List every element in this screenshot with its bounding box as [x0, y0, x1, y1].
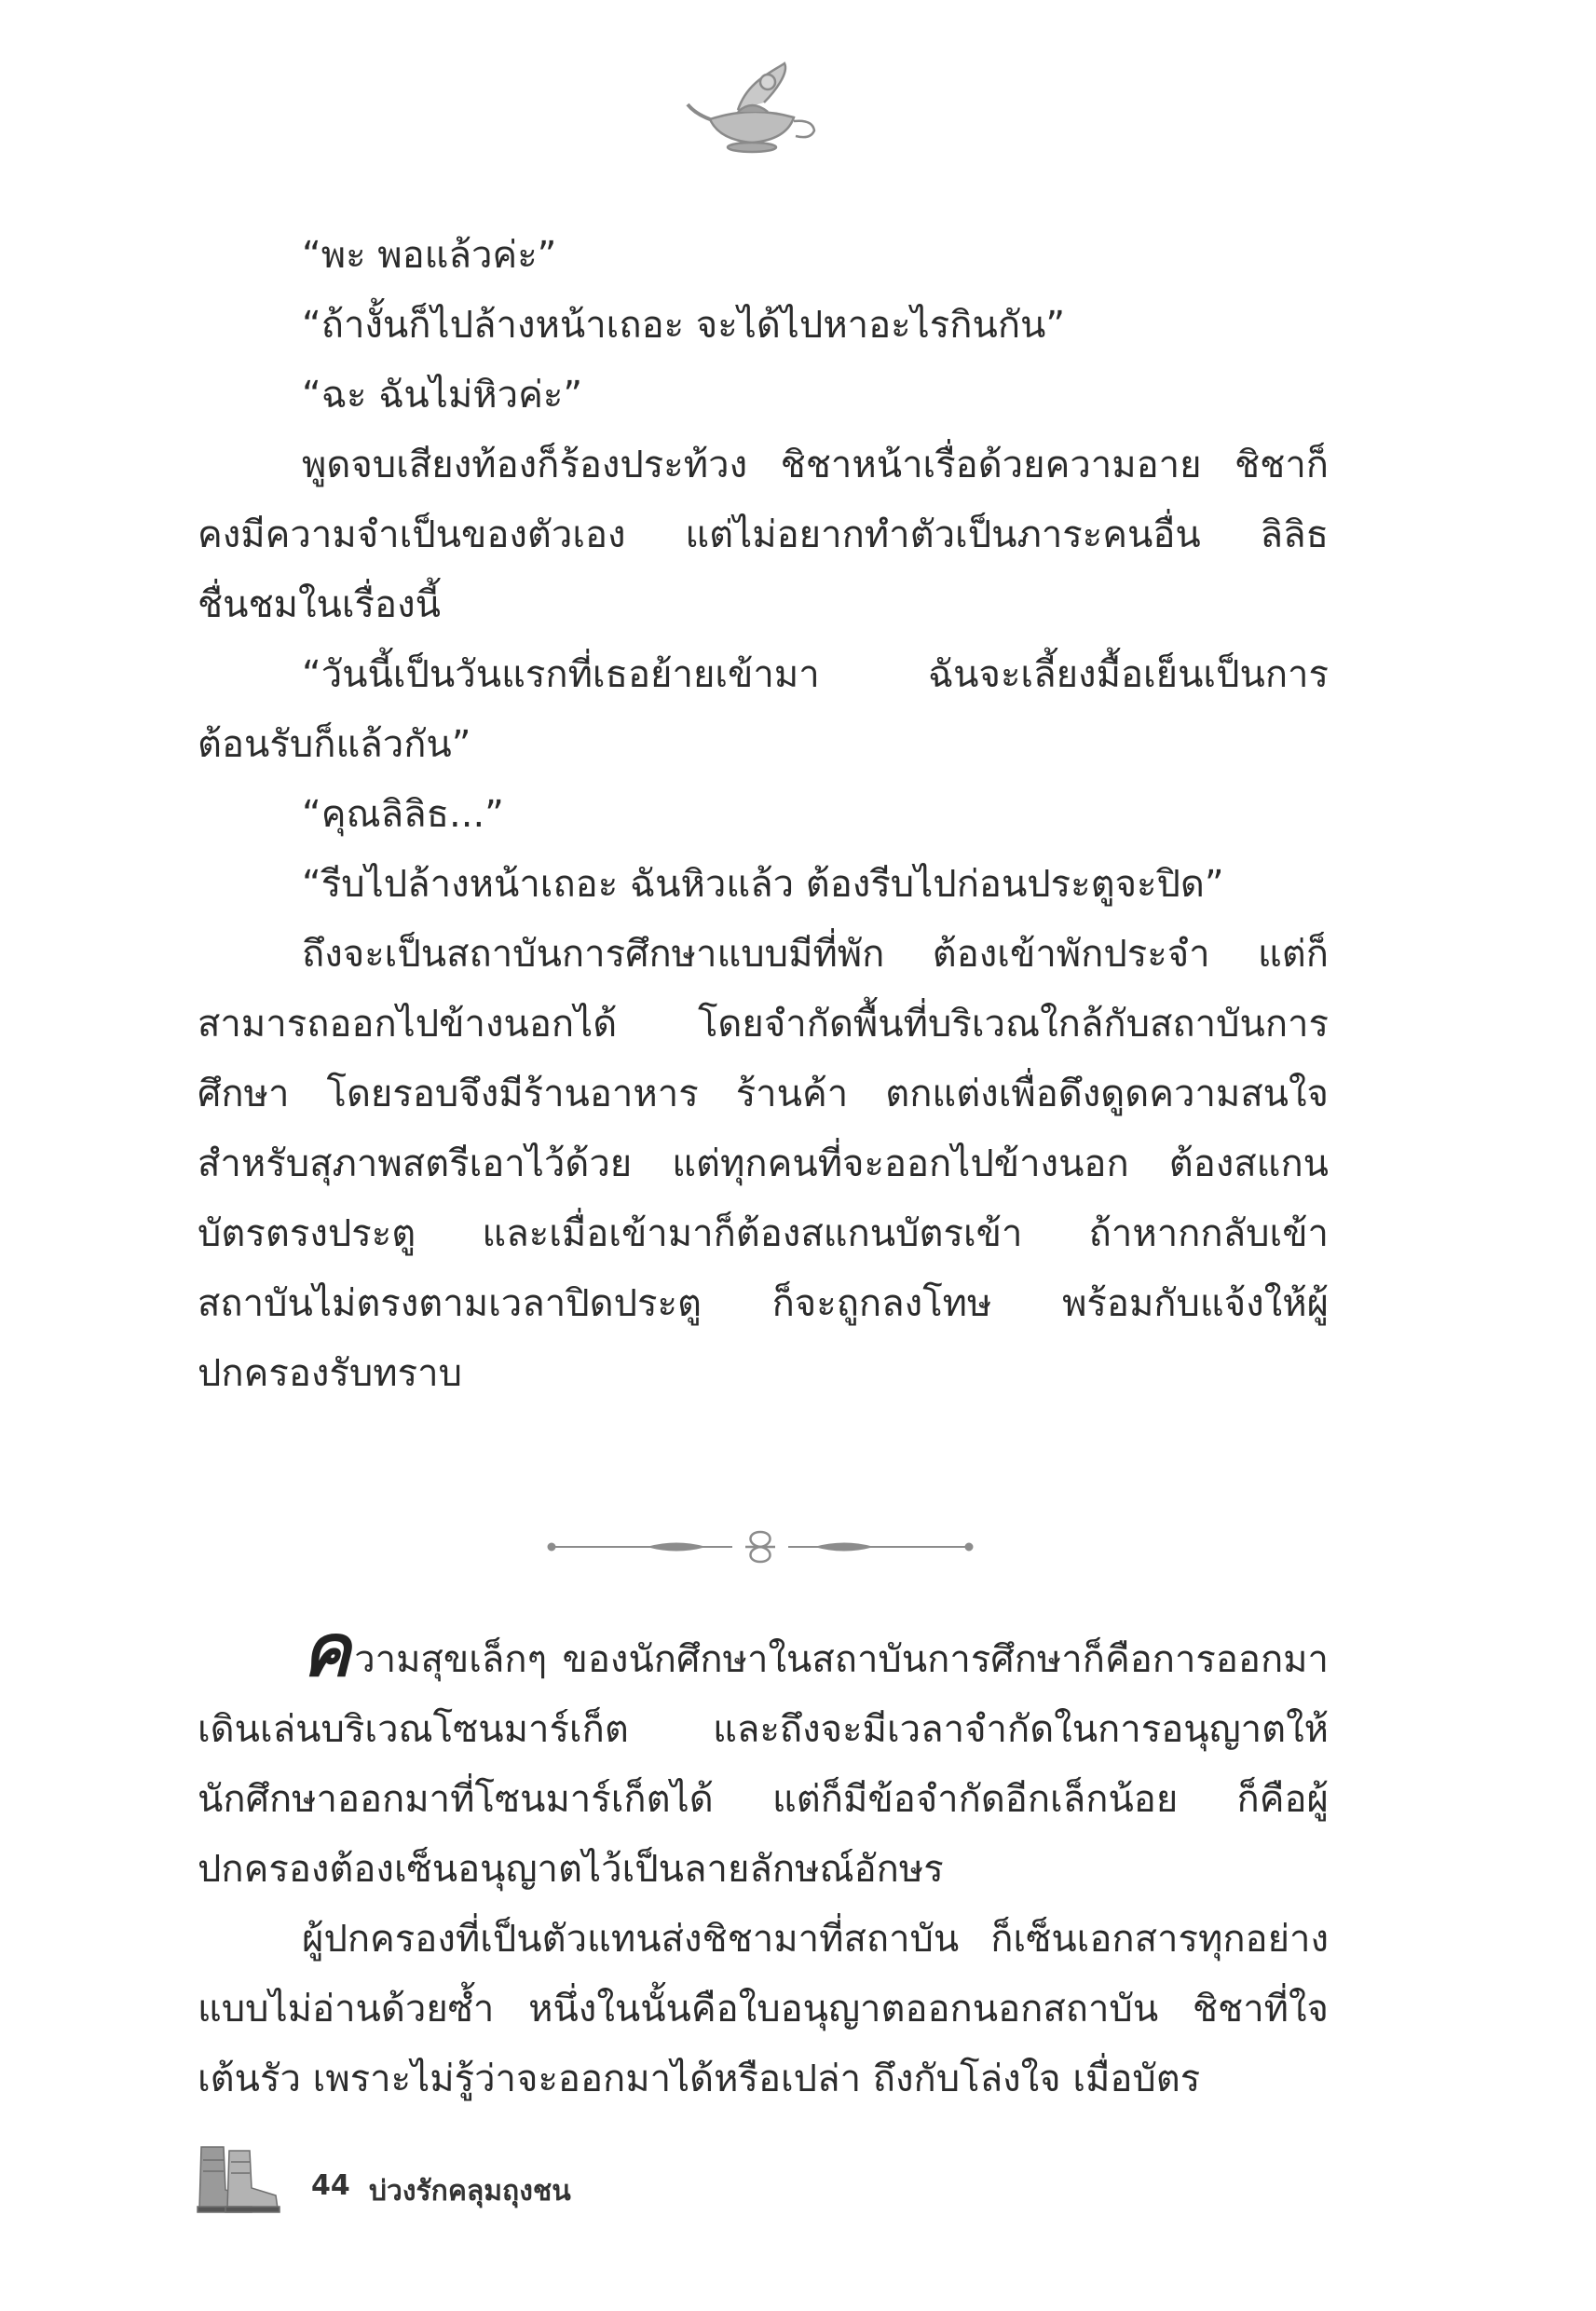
paragraph: “วันนี้เป็นวันแรกที่เธอย้ายเข้ามา ฉันจะเลี้ยงมื้อเย็นเป็นการต้อนรับก็แล้วกัน”: [198, 653, 1329, 766]
paragraph: “พะ พอแล้วค่ะ”: [302, 234, 557, 277]
page-footer: [192, 2141, 844, 2216]
genie-lamp-icon: [682, 54, 822, 157]
drop-cap: ค: [302, 1609, 351, 1693]
paragraph: “คุณลิลิธ...”: [302, 793, 504, 836]
paragraph: [198, 1609, 1329, 1905]
paragraph: ผู้ปกครองที่เป็นตัวแทนส่งชิชามาที่สถาบัน ก็เซ็นเอกสารทุกอย่างแบบไม่อ่านด้วยซ้ำ หนึ่งในนั้นคือใบอนุญาตออกนอกสถาบัน ชิชาที่ใจเต้นรัว เพราะไม่รู้ว่าจะออกมาได้หรือเปล่า ถึงกับโล่งใจ เมื่อบัตร: [198, 1918, 1329, 2100]
book-title: บ่วงรักคลุมถุงชน: [369, 2175, 571, 2208]
boots-icon: [192, 2141, 285, 2214]
paragraph: “ถ้างั้นก็ไปล้างหน้าเถอะ จะได้ไปหาอะไรกินกัน”: [302, 304, 1066, 347]
paragraph-text: วามสุขเล็กๆ ของนักศึกษาในสถาบันการศึกษาก็คือการออกมาเดินเล่นบริเวณโซนมาร์เก็ต และถึงจะมีเวลาจำกัดในการอนุญาตให้นักศึกษาออกมาที่โซนมาร์เก็ตได้ แต่ก็มีข้อจำกัดอีกเล็กน้อย ก็คือผู้ปกครองต้องเซ็นอนุญาตไว้เป็นลายลักษณ์อักษร: [198, 1638, 1329, 1891]
chapter-text-part1: [198, 221, 1329, 1409]
paragraph: ถึงจะเป็นสถาบันการศึกษาแบบมีที่พัก ต้องเข้าพักประจำ แต่ก็สามารถออกไปข้างนอกได้ โดยจำกัดพื้นที่บริเวณใกล้กับสถาบันการศึกษา โดยรอบจึงมีร้านอาหาร ร้านค้า ตกแต่งเพื่อดึงดูดความสนใจสำหรับสุภาพสตรีเอาไว้ด้วย แต่ทุกคนที่จะออกไปข้างนอก ต้องสแกนบัตรตรงประตู และเมื่อเข้ามาก็ต้องสแกนบัตรเข้า ถ้าหากกลับเข้าสถาบันไม่ตรงตามเวลาปิดประตู ก็จะถูกลงโทษ พร้อมกับแจ้งให้ผู้ปกครองรับทราบ: [198, 933, 1329, 1395]
page-number: 44: [311, 2169, 350, 2202]
paragraph: พูดจบเสียงท้องก็ร้องประท้วง ชิชาหน้าเรื่อด้วยความอาย ชิชาก็คงมีความจำเป็นของตัวเอง แต่ไม่อยากทำตัวเป็นภาระคนอื่น ลิลิธชื่นชมในเรื่องนี้: [198, 444, 1329, 626]
paragraph: “รีบไปล้างหน้าเถอะ ฉันหิวแล้ว ต้องรีบไปก่อนประตูจะปิด”: [302, 863, 1224, 906]
scroll-divider-icon: [546, 1528, 975, 1566]
chapter-text-part2: [198, 1609, 1329, 2114]
paragraph: “ฉะ ฉันไม่หิวค่ะ”: [302, 374, 583, 417]
